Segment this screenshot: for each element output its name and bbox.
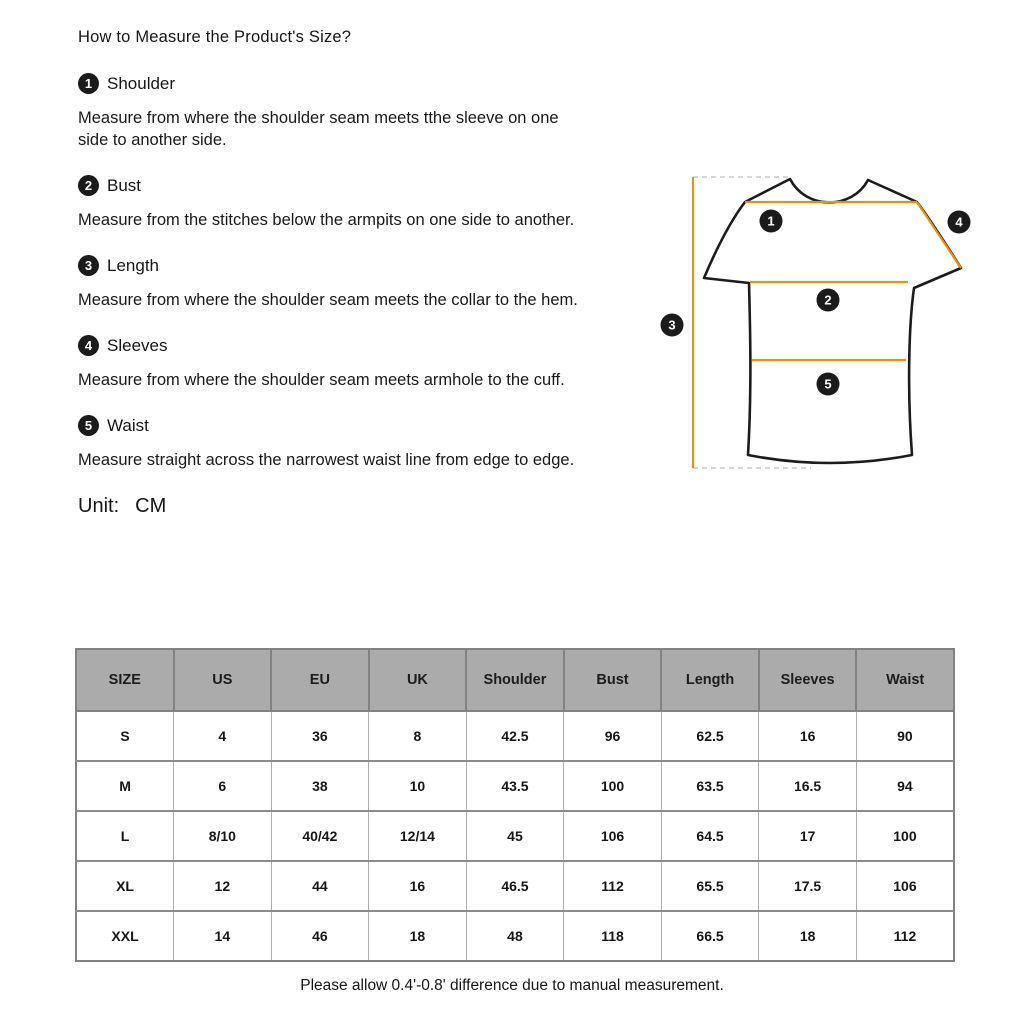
table-cell: 62.5 [661,711,759,761]
unit-value: CM [135,495,167,517]
table-row [76,861,954,911]
column-header: SIZE [76,649,174,711]
marker-4: 4 [955,214,963,230]
table-cell: 14 [174,911,272,961]
column-header: Shoulder [466,649,564,711]
marker-2: 2 [824,292,832,308]
section-title: Bust [107,175,142,195]
section-title: Waist [107,415,149,435]
measure-section-length [78,255,638,311]
section-description: Measure straight across the narrowest waist line from edge to edge. [78,451,575,469]
table-cell: 65.5 [661,861,759,911]
table-cell: 100 [564,761,662,811]
table-cell: 38 [271,761,369,811]
table-cell: 16.5 [759,761,857,811]
page-title: How to Measure the Product's Size? [78,28,352,46]
table-cell: XXL [76,911,174,961]
measurement-note: Please allow 0.4'-0.8' difference due to manual measurement. [300,977,724,994]
table-cell: 46.5 [466,861,564,911]
section-heading [78,255,638,276]
column-header: Sleeves [759,649,857,711]
table-cell: 94 [856,761,954,811]
table-row [76,761,954,811]
table-cell: 44 [271,861,369,911]
column-header: US [174,649,272,711]
step-badge: 1 [78,73,99,94]
unit-label [78,495,638,518]
table-cell: 64.5 [661,811,759,861]
unit-text: Unit: [78,495,120,517]
table-cell: 12 [174,861,272,911]
table-cell: 4 [174,711,272,761]
instructions-column [78,28,638,518]
table-cell: 18 [369,911,467,961]
step-badge: 5 [78,415,99,436]
measure-section-waist [78,415,638,471]
table-cell: 106 [564,811,662,861]
table-cell: 90 [856,711,954,761]
table-cell: 106 [856,861,954,911]
table-cell: 63.5 [661,761,759,811]
marker-5: 5 [824,376,832,392]
table-cell: 112 [856,911,954,961]
measure-section-bust [78,175,638,231]
section-title: Length [107,255,159,275]
table-cell: 16 [759,711,857,761]
section-description: Measure from where the shoulder seam meets tthe sleeve on one side to another side. [78,109,559,149]
tshirt-outline [704,179,961,463]
marker-3: 3 [668,317,676,333]
size-table-body [76,711,954,961]
table-cell: 40/42 [271,811,369,861]
section-description: Measure from where the shoulder seam meets armhole to the cuff. [78,371,565,389]
measure-section-sleeves [78,335,638,391]
table-cell: 100 [856,811,954,861]
section-description: Measure from where the shoulder seam meets the collar to the hem. [78,291,578,309]
table-cell: 48 [466,911,564,961]
tshirt-diagram-icon [648,158,1024,490]
step-badge: 4 [78,335,99,356]
table-cell: S [76,711,174,761]
section-title: Shoulder [107,73,176,93]
size-table [75,648,955,962]
size-table-head-row [76,649,954,711]
table-cell: 8 [369,711,467,761]
marker-1: 1 [767,213,775,229]
table-row [76,711,954,761]
table-cell: 18 [759,911,857,961]
table-cell: 42.5 [466,711,564,761]
table-cell: 17.5 [759,861,857,911]
column-header: EU [271,649,369,711]
size-table-head [76,649,954,711]
table-cell: 6 [174,761,272,811]
table-cell: 16 [369,861,467,911]
table-cell: 17 [759,811,857,861]
column-header: Waist [856,649,954,711]
measure-section-shoulder [78,73,638,151]
column-header: Length [661,649,759,711]
table-cell: 45 [466,811,564,861]
table-cell: 12/14 [369,811,467,861]
table-cell: 96 [564,711,662,761]
table-cell: 8/10 [174,811,272,861]
column-header: Bust [564,649,662,711]
section-description: Measure from the stitches below the armpits on one side to another. [78,211,575,229]
table-cell: 66.5 [661,911,759,961]
table-cell: 43.5 [466,761,564,811]
table-cell: 118 [564,911,662,961]
column-header: UK [369,649,467,711]
section-heading [78,415,638,436]
section-heading [78,175,638,196]
table-row [76,811,954,861]
section-heading [78,335,638,356]
table-cell: XL [76,861,174,911]
table-cell: L [76,811,174,861]
step-badge: 3 [78,255,99,276]
step-badge: 2 [78,175,99,196]
table-row [76,911,954,961]
section-title: Sleeves [107,335,168,355]
table-cell: 36 [271,711,369,761]
table-cell: M [76,761,174,811]
section-heading [78,73,638,94]
table-cell: 46 [271,911,369,961]
table-cell: 10 [369,761,467,811]
table-cell: 112 [564,861,662,911]
